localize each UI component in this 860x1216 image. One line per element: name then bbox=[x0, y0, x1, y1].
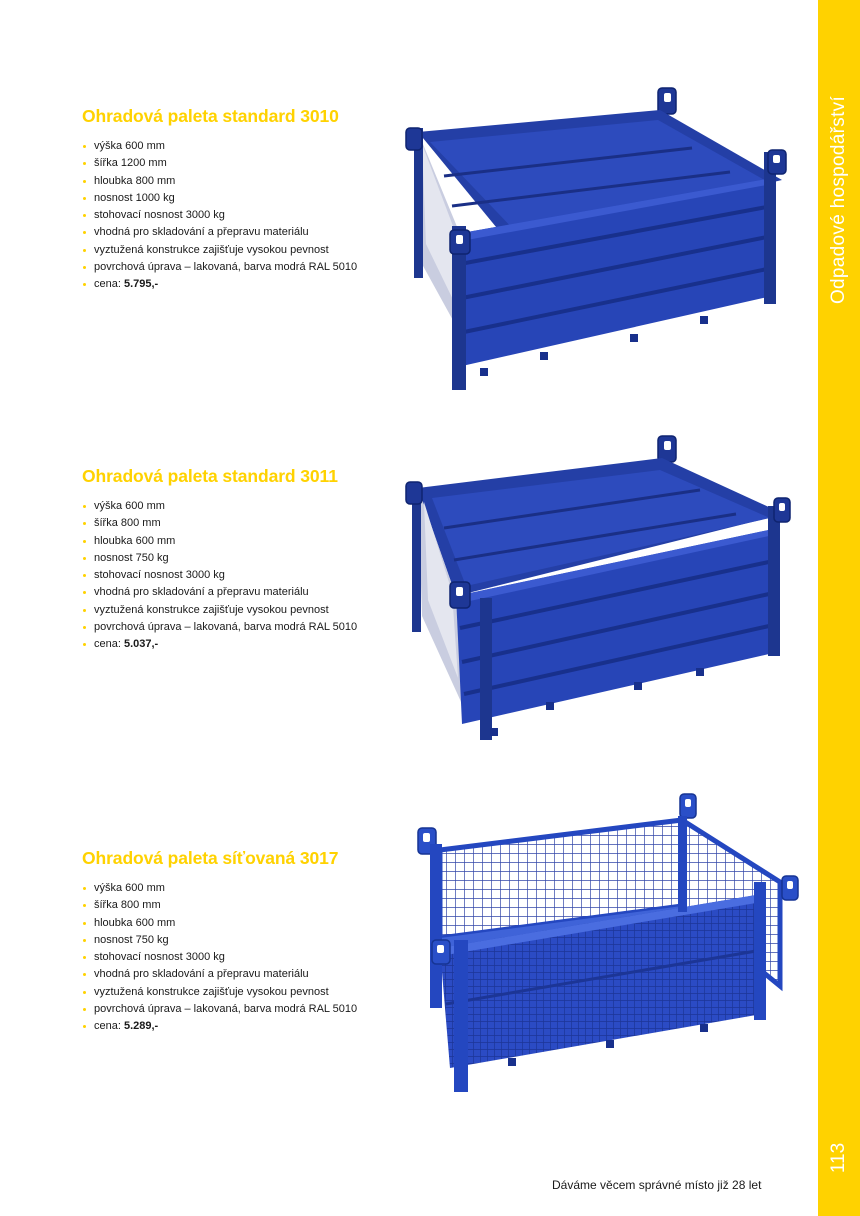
steel-box-pallet-image bbox=[400, 432, 796, 742]
spec-item: šířka 800 mm bbox=[82, 515, 402, 532]
price-value: 5.795,- bbox=[123, 278, 159, 291]
spec-item: povrchová úprava – lakovaná, barva modrá RAL 5010 bbox=[82, 1001, 402, 1018]
product-title: Ohradová paleta standard 3010 bbox=[82, 106, 339, 126]
spec-item: vyztužená konstrukce zajišťuje vysokou pevnost bbox=[82, 984, 402, 1001]
product-3011 bbox=[82, 466, 402, 654]
spec-list bbox=[82, 880, 402, 1036]
spec-item: nosnost 1000 kg bbox=[82, 190, 402, 207]
spec-item: vyztužená konstrukce zajišťuje vysokou pevnost bbox=[82, 242, 402, 259]
price-item bbox=[82, 276, 402, 293]
section-sidebar bbox=[818, 0, 860, 1216]
footer-slogan: Dáváme věcem správné místo již 28 let bbox=[552, 1178, 762, 1192]
spec-list bbox=[82, 498, 402, 654]
spec-item: vhodná pro skladování a přepravu materiálu bbox=[82, 584, 402, 601]
price-value: 5.289,- bbox=[123, 1020, 159, 1033]
spec-item: stohovací nosnost 3000 kg bbox=[82, 949, 402, 966]
spec-list bbox=[82, 138, 402, 294]
spec-item: výška 600 mm bbox=[82, 498, 402, 515]
spec-item: šířka 800 mm bbox=[82, 897, 402, 914]
spec-item: povrchová úprava – lakovaná, barva modrá RAL 5010 bbox=[82, 619, 402, 636]
product-3017 bbox=[82, 848, 402, 1036]
mesh-box-pallet-image bbox=[410, 790, 800, 1096]
product-title: Ohradová paleta standard 3011 bbox=[82, 466, 338, 486]
spec-item: hloubka 600 mm bbox=[82, 915, 402, 932]
spec-item: nosnost 750 kg bbox=[82, 550, 402, 567]
price-value: 5.037,- bbox=[123, 638, 159, 651]
product-title: Ohradová paleta síťovaná 3017 bbox=[82, 848, 339, 868]
spec-item: výška 600 mm bbox=[82, 880, 402, 897]
spec-item: povrchová úprava – lakovaná, barva modrá RAL 5010 bbox=[82, 259, 402, 276]
spec-item: stohovací nosnost 3000 kg bbox=[82, 567, 402, 584]
price-label: cena: bbox=[94, 1020, 124, 1033]
spec-item: vhodná pro skladování a přepravu materiálu bbox=[82, 966, 402, 983]
price-item bbox=[82, 1018, 402, 1035]
page-number: 113 bbox=[828, 1142, 849, 1174]
product-3010 bbox=[82, 106, 402, 294]
spec-item: nosnost 750 kg bbox=[82, 932, 402, 949]
section-title: Odpadové hospodářství bbox=[828, 95, 849, 305]
price-label: cena: bbox=[94, 278, 124, 291]
spec-item: vyztužená konstrukce zajišťuje vysokou pevnost bbox=[82, 602, 402, 619]
spec-item: vhodná pro skladování a přepravu materiálu bbox=[82, 224, 402, 241]
price-label: cena: bbox=[94, 638, 124, 651]
spec-item: hloubka 800 mm bbox=[82, 173, 402, 190]
spec-item: stohovací nosnost 3000 kg bbox=[82, 207, 402, 224]
price-item bbox=[82, 636, 402, 653]
spec-item: šířka 1200 mm bbox=[82, 155, 402, 172]
spec-item: výška 600 mm bbox=[82, 138, 402, 155]
spec-item: hloubka 600 mm bbox=[82, 533, 402, 550]
steel-box-pallet-image bbox=[400, 84, 796, 394]
